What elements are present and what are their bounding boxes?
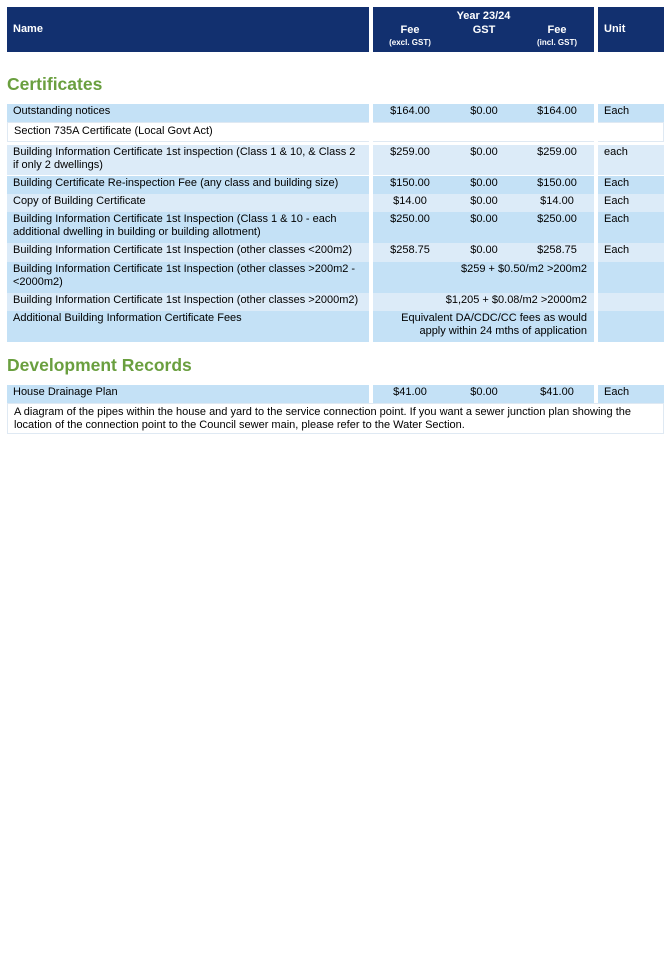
fee-incl: $41.00: [540, 386, 574, 398]
row-name: Building Information Certificate 1st Inspection (other classes >2000m2): [7, 293, 369, 311]
table-row: [7, 212, 664, 243]
fee-excl: $150.00: [390, 177, 430, 189]
fee-gst: $0.00: [470, 105, 498, 117]
header-name: Name: [7, 7, 369, 52]
fee-excl: $164.00: [390, 105, 430, 117]
row-name: Building Information Certificate 1st Inspection (other classes <200m2): [7, 243, 369, 262]
header-year: Year 23/24: [456, 10, 511, 22]
table-row: [7, 145, 664, 175]
table-row: [7, 194, 664, 212]
fee-incl: $258.75: [537, 244, 577, 256]
table-row: [7, 385, 664, 403]
table-row: [7, 104, 664, 122]
row-note: A diagram of the pipes within the house and yard to the service connection point. If you want a sewer junction plan showing the location of the connection point to the Council sewer main, please refer to the Water Section.: [7, 403, 664, 434]
fee-text-line: apply within 24 mths of application: [419, 325, 587, 337]
fee-excl: $14.00: [393, 195, 427, 207]
table-row: [7, 243, 664, 262]
header-gst: GST: [472, 24, 496, 36]
table-row: [7, 262, 664, 293]
table-row: [7, 122, 664, 142]
table-row: [7, 176, 664, 194]
fee-incl: $164.00: [537, 105, 577, 117]
row-name: Outstanding notices: [7, 104, 369, 122]
fee-text: $259 + $0.50/m2 >200m2: [373, 262, 594, 293]
fee-excl: $250.00: [390, 213, 430, 225]
row-name: Additional Building Information Certificate Fees: [7, 311, 369, 342]
header-fee-incl-note: (incl. GST): [537, 38, 577, 47]
section-title-certificates: Certificates: [7, 74, 103, 94]
header-fee-incl: Fee (incl. GST): [520, 24, 594, 48]
fee-excl: $259.00: [390, 146, 430, 158]
fee-incl: $150.00: [537, 177, 577, 189]
row-unit: Each: [598, 104, 664, 122]
section-title-development-records: Development Records: [7, 355, 192, 375]
row-name: Building Information Certificate 1st Inspection (other classes >200m2 - <2000m2): [7, 262, 369, 293]
row-unit: Each: [598, 194, 664, 212]
fee-gst: $0.00: [470, 213, 498, 225]
fee-text-line: Equivalent DA/CDC/CC fees as would: [401, 312, 587, 324]
row-name: Building Information Certificate 1st Inspection (Class 1 & 10 - each additional dwelling in building or building allotment): [7, 212, 369, 243]
header-fee-excl-note: (excl. GST): [389, 38, 431, 47]
header-unit: Unit: [598, 7, 664, 52]
fee-gst: $0.00: [470, 195, 498, 207]
table-row-note: [7, 403, 664, 434]
fee-incl: $250.00: [537, 213, 577, 225]
fee-incl: $14.00: [540, 195, 574, 207]
fee-excl: $41.00: [393, 386, 427, 398]
fee-text: $1,205 + $0.08/m2 >2000m2: [373, 293, 594, 311]
row-name: House Drainage Plan: [7, 385, 369, 403]
fee-gst: $0.00: [470, 386, 498, 398]
row-name: Building Certificate Re-inspection Fee (any class and building size): [7, 176, 369, 194]
row-name: Section 735A Certificate (Local Govt Act): [7, 122, 369, 142]
fee-gst: $0.00: [470, 177, 498, 189]
fee-incl: $259.00: [537, 146, 577, 158]
row-unit: Each: [598, 385, 664, 403]
table-row: [7, 293, 664, 311]
row-name: Building Information Certificate 1st inspection (Class 1 & 10, & Class 2 if only 2 dwellings): [7, 145, 369, 175]
fee-excl: $258.75: [390, 244, 430, 256]
header-year-group: [373, 7, 594, 52]
row-unit: each: [598, 145, 664, 175]
row-name: Copy of Building Certificate: [7, 194, 369, 212]
fee-gst: $0.00: [470, 146, 498, 158]
header-fee-excl: Fee (excl. GST): [373, 24, 447, 48]
row-unit: Each: [598, 176, 664, 194]
row-unit: Each: [598, 243, 664, 262]
table-row: [7, 311, 664, 342]
fee-text: [373, 311, 594, 342]
fee-gst: $0.00: [470, 244, 498, 256]
row-unit: Each: [598, 212, 664, 243]
